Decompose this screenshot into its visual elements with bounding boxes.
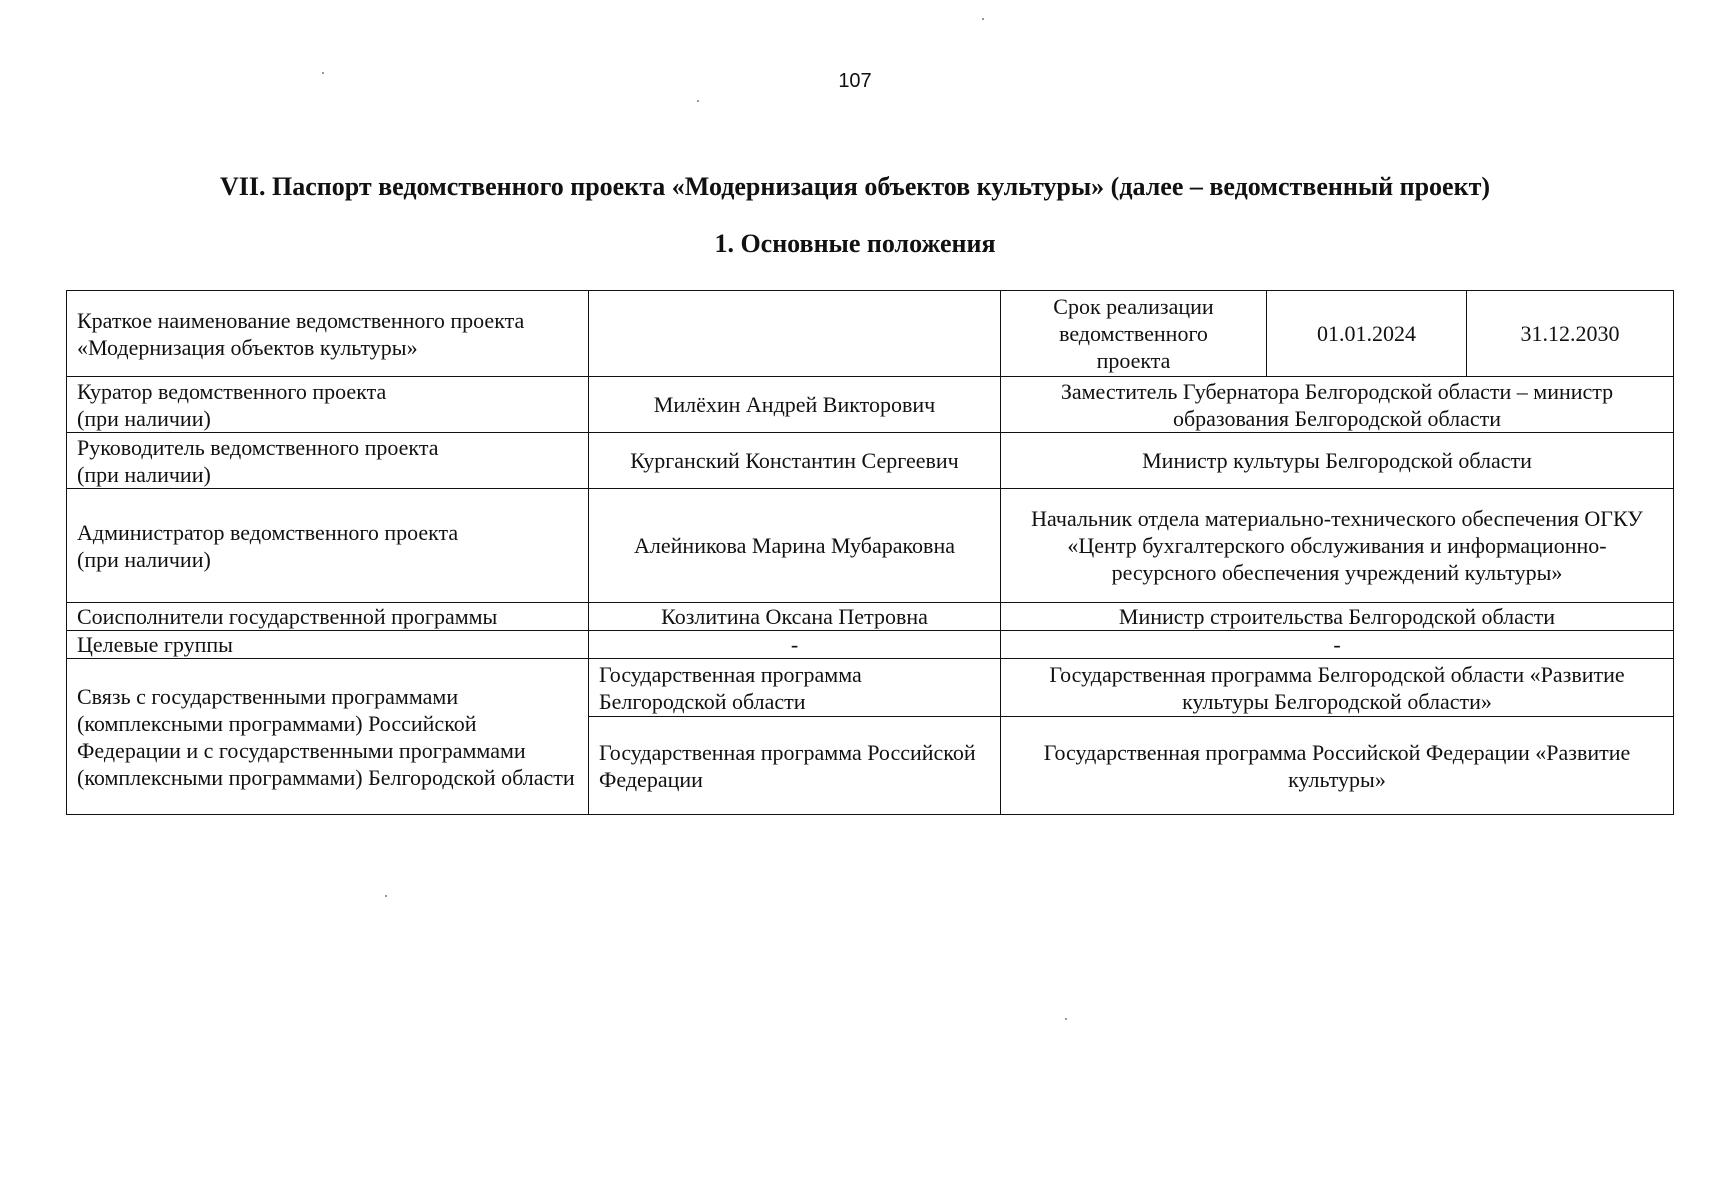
table-row: [67, 433, 1674, 489]
scan-speck: [385, 895, 387, 897]
document-title: VII. Паспорт ведомственного проекта «Модернизация объектов культуры» (далее – ведомственный проект): [219, 172, 1491, 201]
administrator-name: Алейникова Марина Мубараковна: [589, 489, 1001, 603]
table-row: [67, 603, 1674, 631]
curator-label-line2: (при наличии): [77, 405, 211, 431]
short-name-value: [589, 291, 1001, 377]
regional-program-name: Государственная программа Белгородской области «Развитие культуры Белгородской области»: [1001, 659, 1674, 717]
head-label-line1: Руководитель ведомственного проекта: [77, 434, 439, 460]
administrator-position: Начальник отдела материально-технического обеспечения ОГКУ «Центр бухгалтерского обслуживания и информационно-ресурсного обеспечения учреждений культуры»: [1001, 489, 1674, 603]
table-row: [67, 377, 1674, 433]
table-row: [67, 489, 1674, 603]
table-row: [67, 291, 1674, 377]
head-label-line2: (при наличии): [77, 461, 211, 487]
curator-label: [67, 377, 589, 433]
target-groups-value: -: [589, 631, 1001, 659]
table-row: [67, 631, 1674, 659]
co-executors-name: Козлитина Оксана Петровна: [589, 603, 1001, 631]
scan-speck: [1065, 1018, 1067, 1020]
scan-speck: [697, 100, 699, 102]
curator-position: Заместитель Губернатора Белгородской области – министр образования Белгородской области: [1001, 377, 1674, 433]
co-executors-label: Соисполнители государственной программы: [67, 603, 589, 631]
federal-program-type: Государственная программа Российской Федерации: [589, 717, 1001, 815]
scan-speck: [982, 18, 984, 20]
administrator-label-line2: (при наличии): [77, 546, 211, 572]
end-date: 31.12.2030: [1467, 291, 1674, 377]
administrator-label-line1: Администратор ведомственного проекта: [77, 519, 459, 545]
page-number: 107: [838, 70, 872, 92]
target-groups-label: Целевые группы: [67, 631, 589, 659]
administrator-label: [67, 489, 589, 603]
head-position: Министр культуры Белгородской области: [1001, 433, 1674, 489]
table-row: [67, 659, 1674, 717]
head-name: Курганский Константин Сергеевич: [589, 433, 1001, 489]
project-passport-table: [66, 290, 1674, 815]
co-executors-position: Министр строительства Белгородской области: [1001, 603, 1674, 631]
head-label: [67, 433, 589, 489]
regional-program-type: Государственная программа Белгородской области: [589, 659, 1001, 717]
start-date: 01.01.2024: [1267, 291, 1467, 377]
programs-label: Связь с государственными программами (комплексными программами) Российской Федерации и с государственными программами (комплексными программами) Белгородской области: [67, 659, 589, 815]
scan-speck: [322, 72, 324, 74]
curator-label-line1: Куратор ведомственного проекта: [77, 378, 387, 404]
target-groups-value-2: -: [1001, 631, 1674, 659]
section-title: 1. Основные положения: [714, 229, 996, 258]
period-label: Срок реализации ведомственного проекта: [1001, 291, 1267, 377]
short-name-label: Краткое наименование ведомственного проекта «Модернизация объектов культуры»: [67, 291, 589, 377]
federal-program-name: Государственная программа Российской Федерации «Развитие культуры»: [1001, 717, 1674, 815]
curator-name: Милёхин Андрей Викторович: [589, 377, 1001, 433]
